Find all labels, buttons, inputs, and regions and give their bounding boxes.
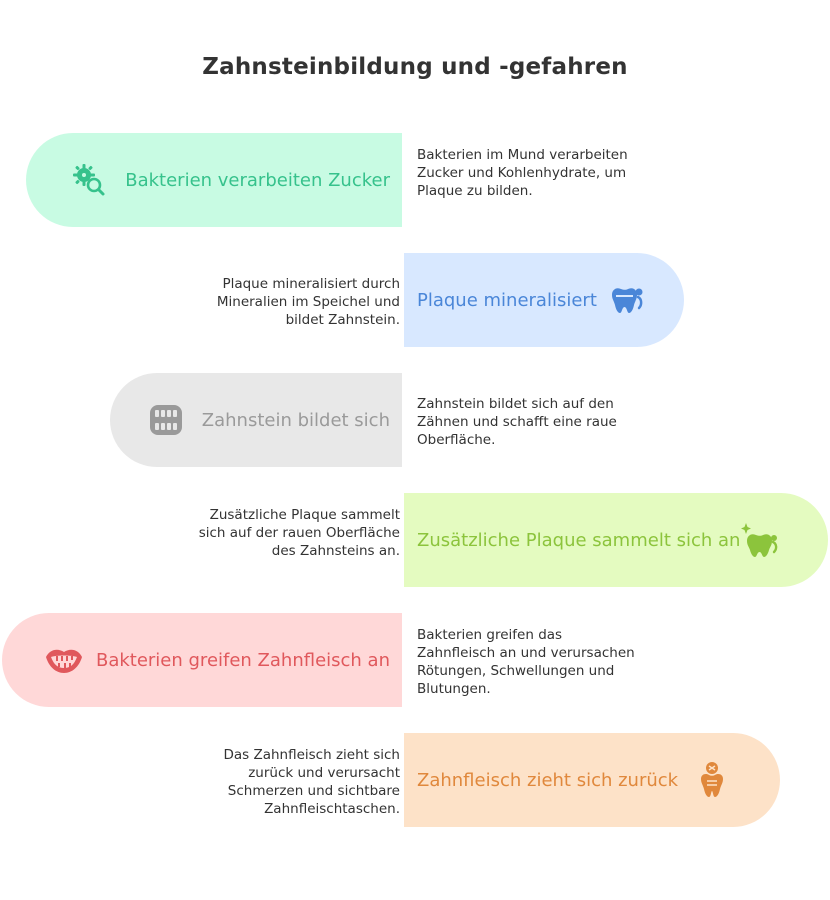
page-title: Zahnsteinbildung und -gefahren xyxy=(202,54,628,80)
teeth-row-icon xyxy=(146,400,186,440)
step-3-label: Zahnstein bildet sich xyxy=(201,409,390,431)
step-6-pill xyxy=(404,733,780,827)
step-2-description: Plaque mineralisiert durch Mineralien im Speichel und bildet Zahnstein. xyxy=(216,276,400,328)
bacteria-magnifier-icon xyxy=(69,160,109,200)
step-1-pill xyxy=(26,133,402,227)
mouth-teeth-icon xyxy=(44,640,84,680)
step-2-label: Plaque mineralisiert xyxy=(417,289,597,311)
step-4-label: Zusätzliche Plaque sammelt sich an xyxy=(417,529,741,551)
step-1-description: Bakterien im Mund verarbeiten Zucker und Kohlenhydrate, um Plaque zu bilden. xyxy=(417,147,628,199)
step-4-pill xyxy=(404,493,828,587)
tooth-sparkle-icon xyxy=(740,520,780,560)
step-4-description: Zusätzliche Plaque sammelt sich auf der rauen Oberfläche des Zahnsteins an. xyxy=(198,507,400,559)
step-5-description: Bakterien greifen das Zahnfleisch an und verursachen Rötungen, Schwellungen und Blutungen. xyxy=(417,627,635,697)
step-5-label: Bakterien greifen Zahnfleisch an xyxy=(95,649,390,671)
tooth-pain-icon xyxy=(692,760,732,800)
step-6-label: Zahnfleisch zieht sich zurück xyxy=(417,769,679,791)
step-3-pill xyxy=(110,373,402,467)
step-3-description: Zahnstein bildet sich auf den Zähnen und schafft eine raue Oberfläche. xyxy=(417,396,617,448)
step-2-pill xyxy=(404,253,684,347)
step-5-pill xyxy=(2,613,402,707)
step-1-label: Bakterien verarbeiten Zucker xyxy=(125,169,390,191)
step-6-description: Das Zahnfleisch zieht sich zurück und verursacht Schmerzen und sichtbare Zahnfleischtaschen. xyxy=(223,747,400,817)
tooth-mineral-icon xyxy=(607,280,647,320)
